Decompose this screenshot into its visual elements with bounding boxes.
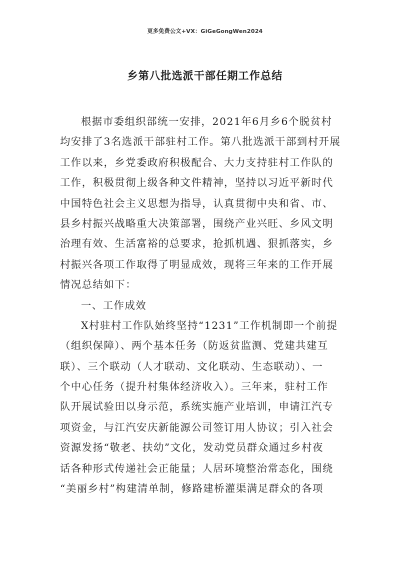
document-body <box>60 113 355 500</box>
paragraph-line: 根据市委组织部统一安排，2021年6月乡6个脱贫村 <box>81 117 333 128</box>
paragraph-line: 联）、三个联动（人才联动、文化联动、生态联动）、一 <box>60 361 324 373</box>
paragraph-line: 队开展试验田以身示范，系统实施产业培训，申请江汽专 <box>60 402 334 414</box>
paragraph-line: 工作，积极贯彻上级各种文件精神，坚持以习近平新时代 <box>60 178 334 190</box>
paragraph-line: 个中心任务（提升村集体经济收入）。三年来，驻村工作 <box>60 382 329 394</box>
paragraph-line: 资源发扬“敬老、扶幼”文化，发动党员群众通过乡村夜 <box>60 443 324 455</box>
paragraph-line: 话各种形式传递社会正能量；人居环境整治常态化，围绕 <box>60 463 334 475</box>
section-heading: 一、工作成效 <box>81 300 147 312</box>
document-title: 乡第八批选派干部任期工作总结 <box>127 70 283 82</box>
header-note: 更多免费公文+VX：GiGeGongWen2024 <box>147 29 263 35</box>
paragraph-line: X村驻村工作队始终坚持“1231”工作机制即一个前提 <box>81 320 338 332</box>
paragraph-line: 项资金，与江汽安庆新能源公司签订用人协议；引入社会 <box>60 422 334 434</box>
paragraph-line: 均安排了3名选派干部驻村工作。第八批选派干部到村开展 <box>60 137 341 149</box>
paragraph-line: 情况总结如下： <box>60 280 137 292</box>
paragraph-line: “美丽乡村”构建清单制，修路建桥灌渠满足群众的各项 <box>60 484 324 496</box>
paragraph-line: 中国特色社会主义思想为指导，认真贯彻中央和省、市、 <box>60 198 334 210</box>
paragraph-line: 治理有效、生活富裕的总要求，抢抓机遇、狠抓落实，乡 <box>60 239 334 251</box>
paragraph-line: 村振兴各项工作取得了明显成效，现将三年来的工作开展 <box>60 259 334 271</box>
paragraph-line: 县乡村振兴战略重大决策部署，围绕产业兴旺、乡风文明 <box>60 218 334 230</box>
paragraph-line: 工作以来，乡党委政府积极配合、大力支持驻村工作队的 <box>60 157 334 169</box>
paragraph-line: （组织保障）、两个基本任务（防返贫监测、党建共建互 <box>60 341 329 353</box>
